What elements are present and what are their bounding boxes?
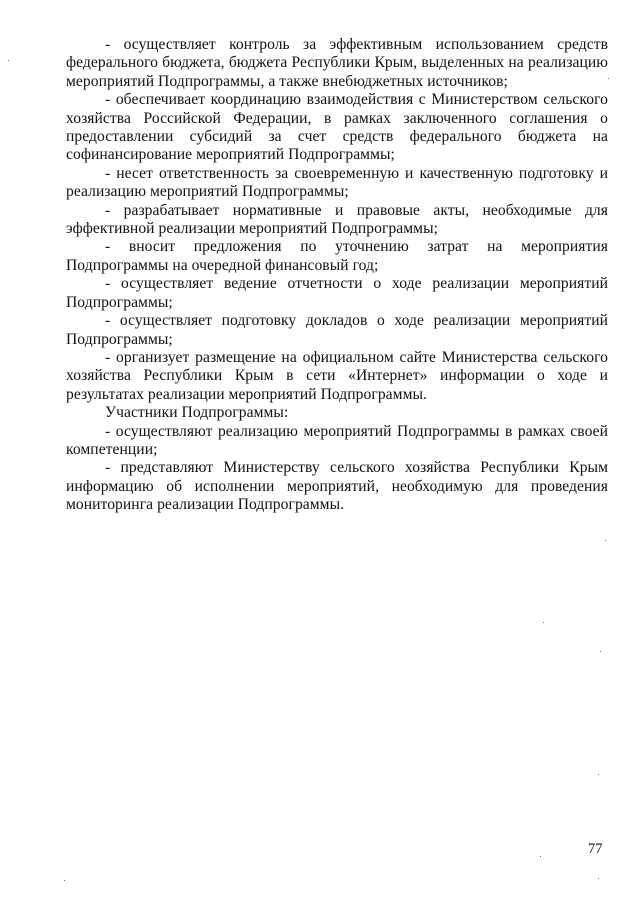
scan-speck (64, 880, 65, 881)
scan-speck (543, 622, 544, 623)
scan-speck (598, 878, 599, 879)
paragraph-reporting: - осуществляет ведение отчетности о ходе реализации мероприятий Подпрограммы; (66, 275, 608, 311)
paragraph-reports-preparation: - осуществляет подготовку докладов о ходе реализации мероприятий Подпрограммы; (66, 312, 608, 348)
paragraph-cost-proposals: - вносит предложения по уточнению затрат на мероприятия Подпрограммы на очередной финансовый год; (66, 238, 608, 274)
participants-heading: Участники Подпрограммы: (105, 404, 289, 422)
paragraph-responsibility: - несет ответственность за своевременную и качественную подготовку и реализацию мероприятий Подпрограммы; (66, 164, 608, 201)
scan-speck (8, 60, 9, 61)
scan-speck (600, 651, 601, 652)
scan-speck (608, 78, 609, 79)
page-number: 77 (588, 841, 603, 857)
paragraph-coordination: - обеспечивает координацию взаимодействия с Министерством сельского хозяйства Российской Федерации, в рамках заключенного соглашения о предоставлении субсидий за счет средств федерального бюджета на софинансирование мероприятий Подпрограммы; (66, 91, 608, 164)
paragraph-website-publication: - организует размещение на официальном сайте Министерства сельского хозяйства Республики Крым в сети «Интернет» информации о ходе и результатах реализации мероприятий Подпрограммы. (66, 348, 608, 403)
paragraph-participants-information: - представляют Министерству сельского хозяйства Республики Крым информацию об исполнении мероприятий, необходимую для проведения мониторинга реализации Подпрограммы. (66, 459, 608, 514)
scan-speck (598, 774, 599, 775)
paragraph-legal-acts: - разрабатывает нормативные и правовые акты, необходимые для эффективной реализации мероприятий Подпрограммы; (66, 201, 608, 238)
paragraph-control-funds: - осуществляет контроль за эффективным использованием средств федерального бюджета, бюджета Республики Крым, выделенных на реализацию мероприятий Подпрограммы, а также внебюджетных источников; (66, 36, 608, 90)
scan-speck (605, 540, 606, 541)
scan-speck (540, 856, 541, 857)
paragraph-participants-implementation: - осуществляют реализацию мероприятий Подпрограммы в рамках своей компетенции; (66, 422, 608, 458)
document-body (66, 36, 608, 515)
